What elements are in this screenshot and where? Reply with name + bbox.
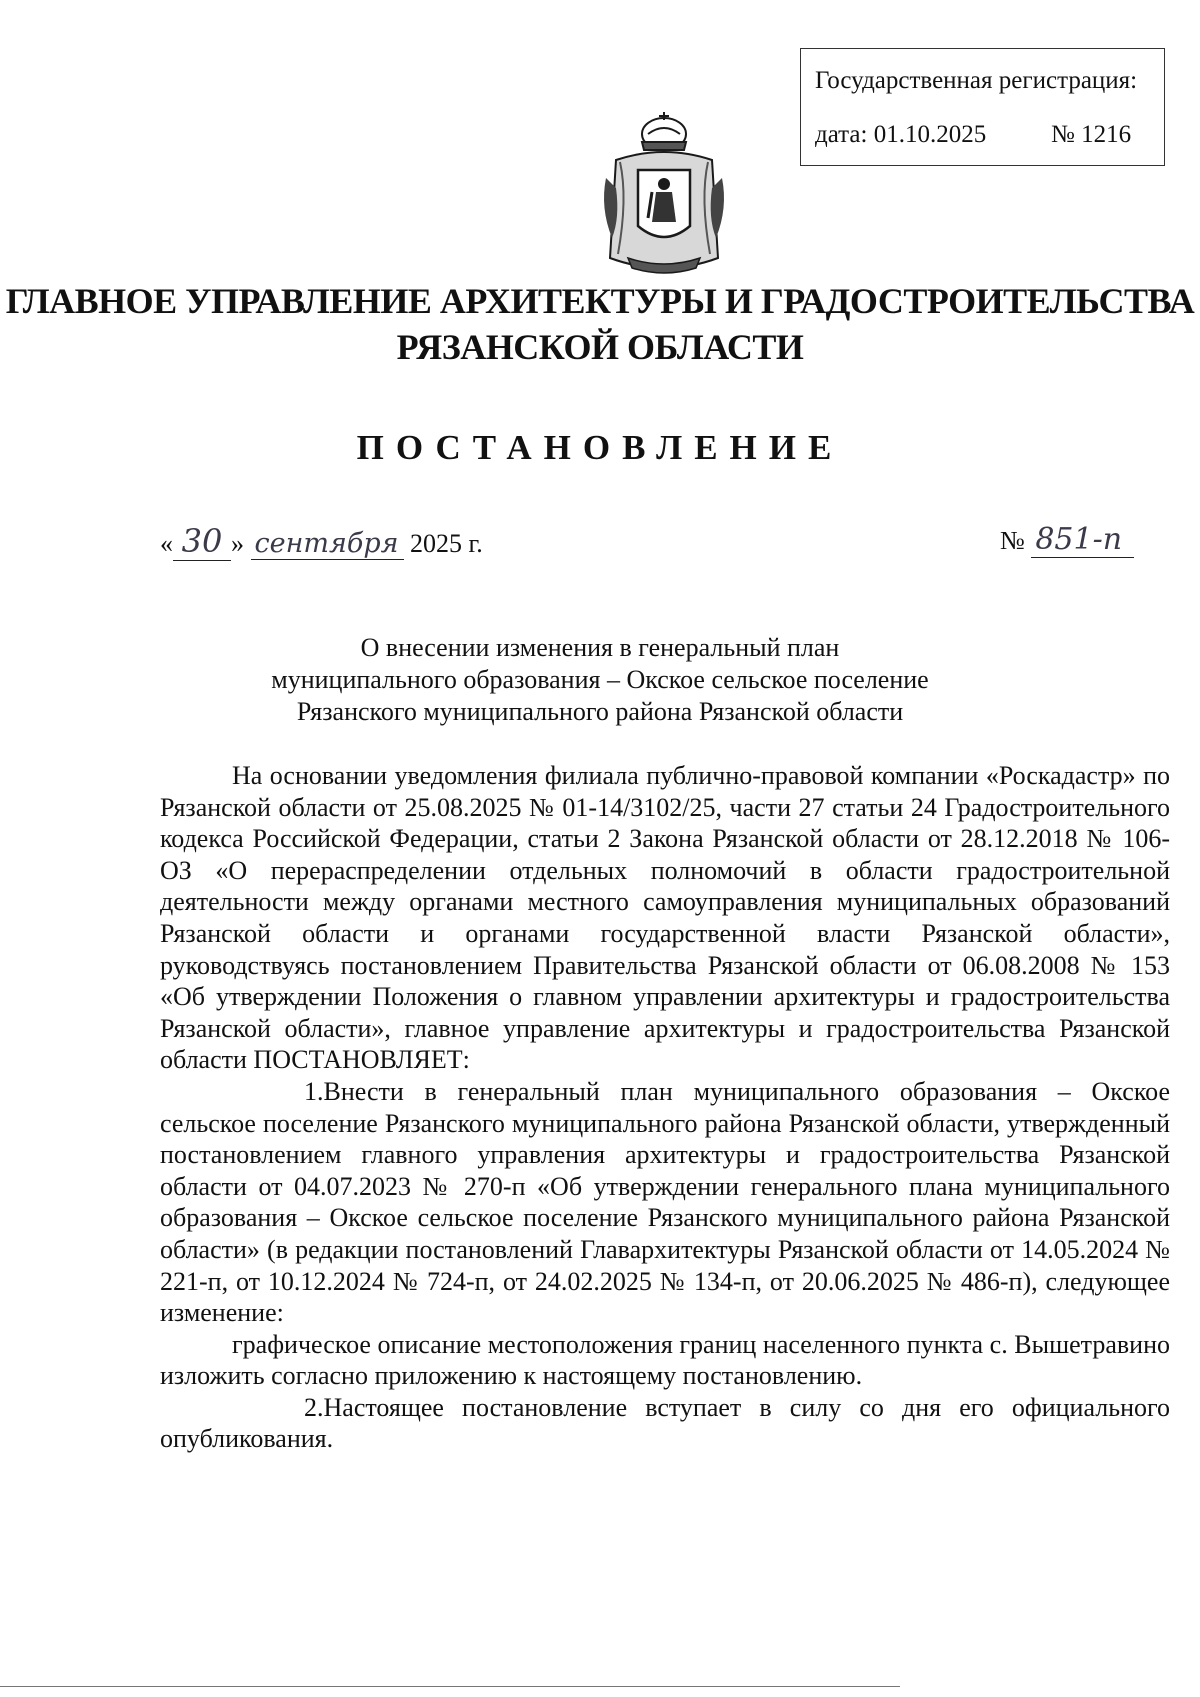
- item-1-number: 1.: [304, 1076, 324, 1106]
- subject-line-2: муниципального образования – Окское сельское поселение: [271, 665, 929, 694]
- registration-stamp: [800, 48, 1165, 166]
- body-item-1-detail: графическое описание местоположения границ населенного пункта с. Вышетравино изложить согласно приложению к настоящему постановлению.: [160, 1329, 1170, 1391]
- document-number: [1000, 522, 1134, 558]
- date-day-handwritten: 30: [173, 522, 231, 561]
- date-month-handwritten: сентября: [251, 528, 404, 560]
- registration-date: дата: 01.10.2025: [815, 121, 987, 148]
- item-2-text: Настоящее постановление вступает в силу со дня его официального опубликования.: [160, 1392, 1170, 1454]
- subject-line-1: О внесении изменения в генеральный план: [360, 633, 840, 662]
- body-intro-paragraph: На основании уведомления филиала публично-правовой компании «Роскадастр» по Рязанской области от 25.08.2025 № 01-14/3102/25, части 27 статьи 24 Градостроительного кодекса Российской Федерации, статьи 2 Закона Рязанской области от 28.12.2018 № 106-ОЗ «О перераспределении отдельных полномочий в области градостроительной деятельности между органами местного самоуправления муниципальных образований Рязанской области и органами государственной власти Рязанской области», руководствуясь постановлением Правительства Рязанской области от 06.08.2008 № 153 «Об утверждении Положения о главном управлении архитектуры и градостроительства Рязанской области», главное управление архитектуры и градостроительства Рязанской области ПОСТАНОВЛЯЕТ:: [160, 761, 1170, 1075]
- date-year: 2025 г.: [410, 529, 483, 558]
- organization-name: [0, 278, 1200, 370]
- registration-number: № 1216: [1051, 121, 1132, 148]
- organization-name-line-1: ГЛАВНОЕ УПРАВЛЕНИЕ АРХИТЕКТУРЫ И ГРАДОСТРОИТЕЛЬСТВА: [5, 281, 1195, 321]
- body-item-1: [160, 1076, 1170, 1329]
- document-number-label: №: [1000, 526, 1025, 555]
- date-open-quote: «: [160, 529, 173, 558]
- document-body: [160, 760, 1170, 1455]
- item-2-number: 2.: [304, 1392, 324, 1422]
- item-1-text: Внести в генеральный план муниципального образования – Окское сельское поселение Рязанского муниципального района Рязанской области, утвержденный постановлением главного управления архитектуры и градостроительства Рязанской области от 04.07.2023 № 270-п «Об утверждении генерального плана муниципального образования – Окское сельское поселение Рязанского муниципального района Рязанской области» (в редакции постановлений Главархитектуры Рязанской области от 14.05.2024 № 221-п, от 10.12.2024 № 724-п, от 24.02.2025 № 134-п, от 20.06.2025 № 486-п), следующее изменение:: [160, 1076, 1170, 1328]
- date-close-quote: »: [231, 529, 244, 558]
- body-item-2: [160, 1392, 1170, 1455]
- document-number-handwritten: 851-п: [1031, 522, 1134, 558]
- document-date: [160, 522, 483, 561]
- organization-name-line-2: РЯЗАНСКОЙ ОБЛАСТИ: [396, 327, 804, 367]
- bottom-divider: [0, 1686, 900, 1687]
- document-subject: [0, 632, 1200, 728]
- document-type: ПОСТАНОВЛЕНИЕ: [356, 428, 844, 467]
- subject-line-3: Рязанского муниципального района Рязанской области: [296, 697, 904, 726]
- registration-title: Государственная регистрация:: [815, 67, 1138, 94]
- ryazan-coat-of-arms-icon: [598, 108, 730, 278]
